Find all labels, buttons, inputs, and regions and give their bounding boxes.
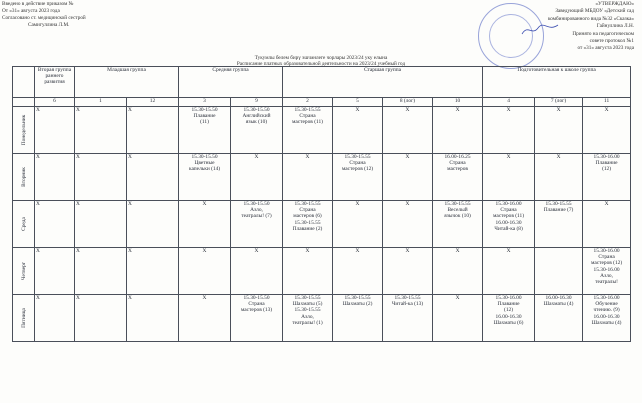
schedule-cell: X: [35, 107, 75, 154]
column-number: 10: [433, 98, 483, 107]
schedule-cell: X: [35, 154, 75, 201]
schedule-cell: 15.30-16.00 Обучение чтению. (9) 16.00-16.30 Шахматы (4): [583, 295, 631, 342]
schedule-cell: 15.30-15.55 Шахматы (2): [333, 295, 383, 342]
schedule-cell: 15.30-15.55 Страна мастеров (6) 15.30-15.55 Плавание (2): [283, 201, 333, 248]
column-number: 5: [333, 98, 383, 107]
schedule-cell: 15.30-15.55 Шахматы (5) 15.30-15.55 Азло, театралы! (1): [283, 295, 333, 342]
schedule-cell: X: [483, 107, 535, 154]
head-name: Гайнуллина Л.Н.: [596, 23, 634, 30]
group-header-row: [13, 67, 631, 98]
schedule-cell: X: [483, 248, 535, 295]
schedule-cell: X: [483, 154, 535, 201]
schedule-cell: 15.30-15.55 Читай-ка (13): [383, 295, 433, 342]
schedule-cell: 15.30-16.00 Плавание (12) 16.00-16.30 Шахматы (6): [483, 295, 535, 342]
title-tatar: Тукумлы белем бирү эшчәнлеге чорлары 2023/24 уку елына: [254, 55, 388, 61]
day-name: Среда: [20, 217, 27, 231]
schedule-cell: X: [535, 107, 583, 154]
schedule-cell: 16.00-16.25 Страна мастеров: [433, 154, 483, 201]
corner-cell: [13, 67, 35, 98]
day-name: Четверг: [20, 261, 27, 281]
column-number: 2: [283, 98, 333, 107]
schedule-cell: X: [179, 201, 231, 248]
schedule-cell: X: [179, 295, 231, 342]
schedule-cell: X: [75, 154, 127, 201]
column-number: 6: [35, 98, 75, 107]
schedule-cell: X: [75, 248, 127, 295]
day-name-cell: [13, 201, 35, 248]
schedule-cell: X: [35, 201, 75, 248]
day-name: Вторник: [20, 167, 27, 187]
day-name-cell: [13, 248, 35, 295]
schedule-cell: X: [231, 154, 283, 201]
schedule-cell: X: [433, 107, 483, 154]
schedule-cell: 15.30-15.50 Азло, театралы! (7): [231, 201, 283, 248]
schedule-cell: X: [383, 248, 433, 295]
schedule-cell: X: [333, 201, 383, 248]
day-name-cell: [13, 107, 35, 154]
schedule-cell: 16.00-16.30 Шахматы (4): [535, 295, 583, 342]
group-header: Подготовительная к школе группа: [483, 67, 631, 98]
title-russian: Расписание платных образовательной деятельности на 2023/24 учебный год: [236, 61, 406, 67]
schedule-cell: X: [383, 201, 433, 248]
schedule-cell: X: [127, 248, 179, 295]
schedule-cell: X: [283, 154, 333, 201]
day-row: [13, 107, 631, 154]
agreed-line: Согласовано ст. медицинской сестрой: [2, 15, 86, 21]
day-row: [13, 154, 631, 201]
schedule-cell: 15.30-15.50 Английский язык (10): [231, 107, 283, 154]
schedule-cell: X: [75, 107, 127, 154]
group-header: Вторая группа раннего развития: [35, 67, 75, 98]
corner-cell: [13, 98, 35, 107]
schedule-cell: X: [535, 154, 583, 201]
schedule-cell: 15.30-15.55 Страна мастеров (12): [333, 154, 383, 201]
schedule-cell: 15.30-15.50 Плавание (11): [179, 107, 231, 154]
schedule-cell: 15.30-15.50 Цветные капельки (14): [179, 154, 231, 201]
approved-label: «УТВЕРЖДАЮ»: [595, 1, 634, 7]
column-number: 3: [179, 98, 231, 107]
schedule-cell: [535, 248, 583, 295]
schedule-cell: X: [75, 201, 127, 248]
schedule-cell: X: [35, 248, 75, 295]
date-line: От «31» августа 2023 года: [2, 8, 60, 14]
schedule-cell: 15.30-15.55 Плавание (7): [535, 201, 583, 248]
schedule-cell: X: [333, 107, 383, 154]
schedule-cell: 15.30-15.55 Веселый язычок (10): [433, 201, 483, 248]
schedule-cell: 15.30-15.50 Страна мастеров (13): [231, 295, 283, 342]
accepted-line: Принято на педагогическом: [572, 30, 634, 37]
schedule-cell: X: [35, 295, 75, 342]
schedule-cell: 15.30-15.55 Страна мастеров (11): [283, 107, 333, 154]
day-name-cell: [13, 154, 35, 201]
day-row: [13, 295, 631, 342]
schedule-cell: X: [127, 201, 179, 248]
schedule-cell: X: [583, 201, 631, 248]
schedule-cell: X: [179, 248, 231, 295]
column-number: 11: [583, 98, 631, 107]
column-number-row: [13, 98, 631, 107]
accepted-date: от «31» августа 2023 года: [577, 45, 634, 52]
schedule-cell: 15.30-16.00 Страна мастеров (11) 16.00-16.30 Читай-ка (8): [483, 201, 535, 248]
schedule-cell: X: [433, 295, 483, 342]
schedule-table: [12, 66, 631, 342]
schedule-cell: X: [127, 154, 179, 201]
kindergarten-name: комбинированного вида №32 «Сказка»: [548, 15, 634, 22]
day-row: [13, 201, 631, 248]
order-line: Введено в действие приказом №: [2, 1, 74, 7]
group-header: Младшая группа: [75, 67, 179, 98]
schedule-cell: 15.30-16.00 Плавание (12): [583, 154, 631, 201]
column-number: 12: [127, 98, 179, 107]
schedule-cell: X: [127, 295, 179, 342]
column-number: 1: [75, 98, 127, 107]
column-number: 9: [231, 98, 283, 107]
group-header: Средняя группа: [179, 67, 283, 98]
schedule-cell: X: [283, 248, 333, 295]
protocol-line: совете протокол №1: [589, 38, 634, 45]
day-row: [13, 248, 631, 295]
column-number: 7 (лог): [535, 98, 583, 107]
group-header: Старшая группа: [283, 67, 483, 98]
schedule-cell: X: [75, 295, 127, 342]
schedule-cell: X: [383, 154, 433, 201]
schedule-cell: X: [433, 248, 483, 295]
schedule-cell: X: [383, 107, 433, 154]
schedule-cell: X: [583, 107, 631, 154]
nurse-name: Самигуллина Л.М.: [28, 22, 70, 28]
schedule-cell: 15.30-16.00 Страна мастеров (12) 15.30-16.00 Азло, театралы!: [583, 248, 631, 295]
schedule-cell: X: [231, 248, 283, 295]
day-name: Понедельник: [20, 114, 27, 146]
schedule-cell: X: [333, 248, 383, 295]
approval-block-left: [2, 1, 86, 29]
head-title: Заведующий МБДОУ «Детский сад: [555, 8, 634, 15]
column-number: 4: [483, 98, 535, 107]
schedule-cell: X: [127, 107, 179, 154]
column-number: 8 (лог): [383, 98, 433, 107]
day-name: Пятница: [20, 308, 27, 328]
approval-block-right: [548, 1, 634, 53]
day-name-cell: [13, 295, 35, 342]
